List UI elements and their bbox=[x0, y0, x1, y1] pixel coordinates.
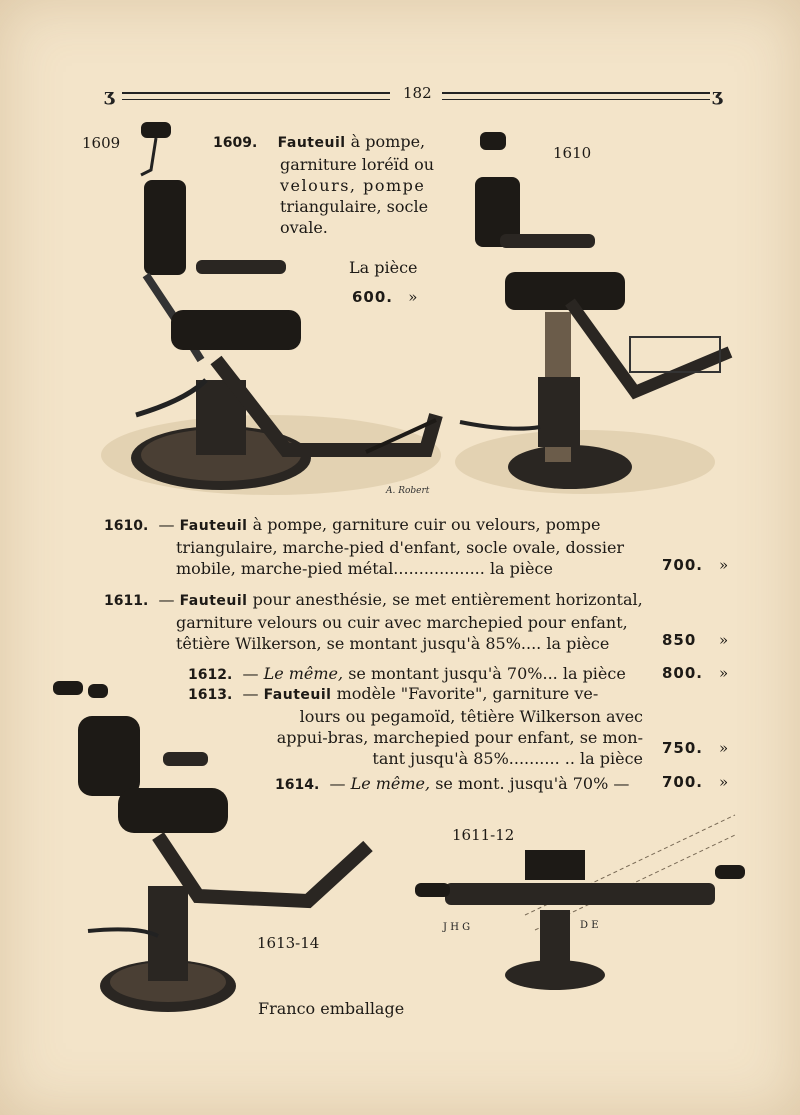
footer-note: Franco emballage bbox=[258, 999, 405, 1018]
item-text-1613-line2: lours ou pegamoïd, têtière Wilkerson avec bbox=[299, 707, 643, 726]
price-mark-1611: » bbox=[719, 631, 729, 649]
chair-illustration-1611-12 bbox=[405, 805, 750, 995]
figure-label-1609: 1609 bbox=[82, 134, 121, 152]
chair-illustration-1610 bbox=[450, 122, 760, 497]
dash-1611: — bbox=[158, 590, 175, 609]
item-text-1612: se montant jusqu'à 70%... la pièce bbox=[348, 664, 626, 683]
item-text-1609-line5: ovale. bbox=[280, 218, 328, 237]
dash-1614: — bbox=[329, 774, 346, 793]
item-name-1610: Fauteuil bbox=[179, 518, 248, 534]
item-text-1609-line1: à pompe, bbox=[350, 132, 426, 151]
dash-1613: — bbox=[242, 684, 259, 703]
figure-label-1610: 1610 bbox=[553, 144, 592, 162]
item-number-1612: 1612. bbox=[188, 667, 233, 683]
item-number-1613: 1613. bbox=[188, 687, 233, 703]
price-mark-1612: » bbox=[719, 664, 729, 682]
header-ornament-left: ʒ bbox=[104, 85, 115, 106]
item-name-1612: Le même, bbox=[263, 664, 344, 683]
item-name-1614: Le même, bbox=[350, 774, 431, 793]
price-value-1612: 800. bbox=[662, 664, 704, 682]
item-text-1610-line3: mobile, marche-pied métal.................. la pièce bbox=[176, 559, 553, 578]
item-text-1609-line3: velours, pompe bbox=[280, 176, 426, 195]
svg-text:A. Robert: A. Robert bbox=[386, 486, 430, 496]
header-rule-right bbox=[442, 92, 710, 100]
page-number: 182 bbox=[403, 84, 432, 102]
header-rule-left bbox=[122, 92, 390, 100]
item-text-1611-line3: têtière Wilkerson, se montant jusqu'à 85%.... la pièce bbox=[176, 634, 610, 653]
item-name-1611: Fauteuil bbox=[179, 593, 248, 609]
price-mark-1610: » bbox=[719, 556, 729, 574]
piece-label-1609: La pièce bbox=[349, 258, 418, 277]
item-text-1611-line1: pour anesthésie, se met entièrement horizontal, bbox=[252, 590, 643, 609]
item-text-1610-line2: triangulaire, marche-pied d'enfant, socle ovale, dossier bbox=[176, 538, 625, 557]
item-text-1613-line4: tant jusqu'à 85%.......... .. la pièce bbox=[372, 749, 643, 768]
item-number-1611: 1611. bbox=[104, 593, 149, 609]
price-mark-1609: » bbox=[408, 288, 418, 306]
price-value-1611: 850 bbox=[662, 631, 697, 649]
header-ornament-right: ʒ bbox=[712, 85, 723, 106]
price-mark-1614: » bbox=[719, 773, 729, 791]
item-name-1609: Fauteuil bbox=[277, 135, 346, 151]
item-text-1609-line2: garniture loréïd ou bbox=[280, 155, 435, 174]
price-value-1614: 700. bbox=[662, 773, 704, 791]
price-value-1609: 600. bbox=[352, 288, 394, 306]
price-value-1610: 700. bbox=[662, 556, 704, 574]
item-text-1610-line1: à pompe, garniture cuir ou velours, pompe bbox=[252, 515, 601, 534]
dash-1612: — bbox=[242, 664, 259, 683]
item-1610 bbox=[104, 514, 744, 579]
letters-right: D E bbox=[580, 920, 599, 931]
price-1609 bbox=[352, 287, 417, 306]
chair-illustration-1613-14 bbox=[48, 676, 378, 1021]
item-1611 bbox=[104, 589, 744, 654]
item-name-1613: Fauteuil bbox=[263, 687, 332, 703]
dash-1610: — bbox=[158, 515, 175, 534]
letters-left: J H G bbox=[443, 922, 471, 933]
price-value-1613: 750. bbox=[662, 739, 704, 757]
item-text-1613-line1: modèle "Favorite", garniture ve- bbox=[336, 684, 599, 703]
item-number-1609: 1609. bbox=[213, 135, 258, 151]
item-text-1609-line4: triangulaire, socle bbox=[280, 197, 429, 216]
item-text-1611-line2: garniture velours ou cuir avec marchepied pour enfant, bbox=[176, 613, 628, 632]
price-mark-1613: » bbox=[719, 739, 729, 757]
item-text-1613-line3: appui-bras, marchepied pour enfant, se mon- bbox=[276, 728, 643, 747]
item-text-1614: se mont. jusqu'à 70% — bbox=[435, 774, 630, 793]
item-number-1610: 1610. bbox=[104, 518, 149, 534]
figure-label-1611-12: 1611-12 bbox=[452, 826, 515, 844]
figure-label-1613-14: 1613-14 bbox=[257, 934, 320, 952]
item-number-1614: 1614. bbox=[275, 777, 320, 793]
description-1609 bbox=[213, 131, 453, 238]
